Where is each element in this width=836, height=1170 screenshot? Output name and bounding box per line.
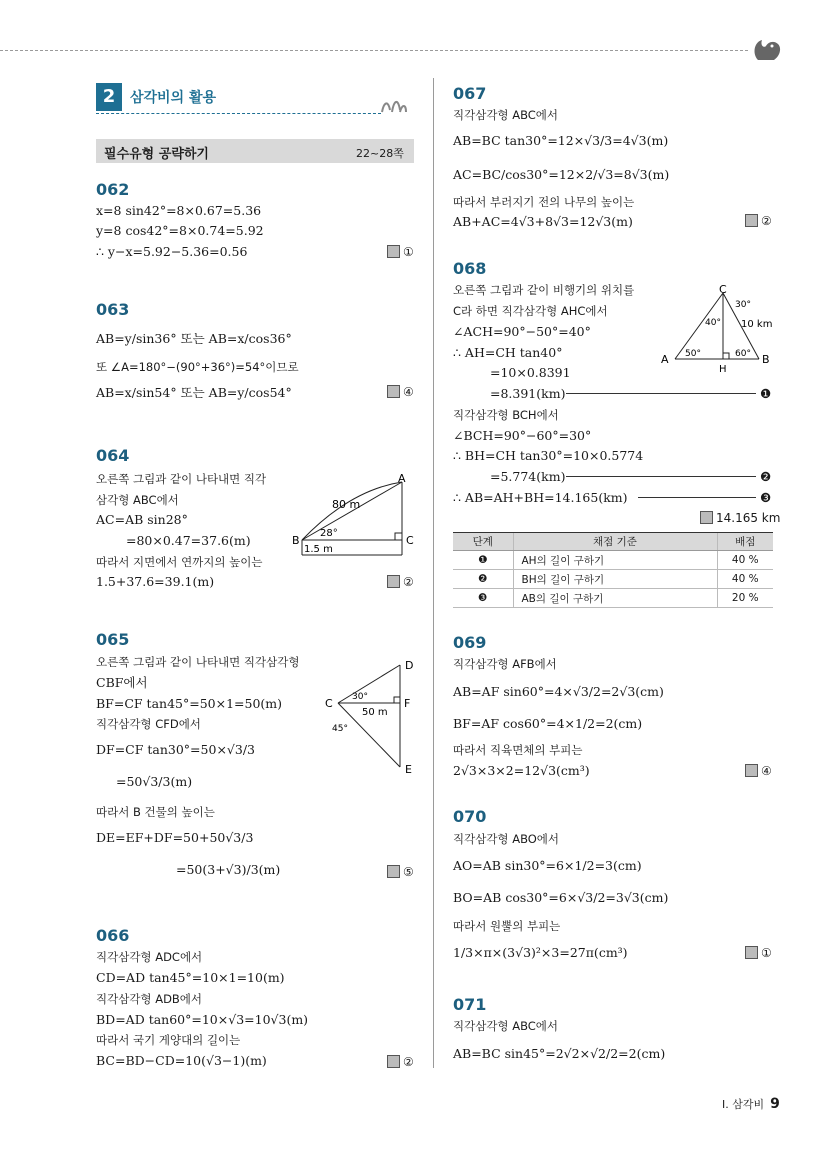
solution-line: =5.774(km) [490, 469, 566, 484]
building-figure [320, 655, 420, 780]
table-header: 단계 [453, 533, 513, 551]
vertex-label: A [398, 472, 406, 485]
vertex-label: C [406, 534, 414, 547]
answer-icon [387, 575, 400, 588]
section-number: 2 [96, 83, 122, 111]
solution-line: 직각삼각형 AFB에서 [453, 657, 557, 671]
answer-value: ② [403, 1055, 414, 1069]
solution-line: 직각삼각형 ADB에서 [96, 992, 203, 1006]
solution-line: CD=AD tan45°=10×1=10(m) [96, 970, 285, 985]
answer-value: ④ [761, 764, 772, 778]
solution-line: =10×0.8391 [490, 365, 571, 380]
leader-line [566, 393, 756, 394]
answer-mark [745, 214, 772, 228]
angle-label: 45° [332, 724, 348, 734]
answer-value: ⑤ [403, 865, 414, 879]
table-cell: 40 % [717, 551, 773, 570]
solution-line: 따라서 국기 게양대의 길이는 [96, 1033, 241, 1047]
solution-line: ∴ BH=CH tan30°=10×0.5774 [453, 448, 644, 463]
problem-number: 070 [453, 807, 487, 826]
problem-number: 066 [96, 926, 130, 945]
problem-number: 065 [96, 630, 130, 649]
answer-mark [387, 1055, 414, 1069]
solution-line: AO=AB sin30°=6×1/2=3(cm) [453, 858, 642, 873]
leaf-decoration-icon [378, 96, 408, 114]
problem-number: 071 [453, 995, 487, 1014]
angle-label: 28° [320, 528, 338, 539]
solution-line: 오른쪽 그림과 같이 비행기의 위치를 [453, 283, 635, 297]
table-cell: 20 % [717, 589, 773, 608]
right-angle-mark [723, 353, 729, 359]
table-cell: ❶ [453, 551, 513, 570]
solution-line: CBF에서 [96, 675, 148, 690]
vertex-label: A [661, 353, 669, 366]
solution-line: ∠ACH=90°−50°=40° [453, 324, 591, 339]
angle-label: 30° [735, 300, 751, 310]
solution-line: 직각삼각형 ABC에서 [453, 108, 559, 122]
vertex-label: C [325, 697, 333, 710]
length-label: 10 km [741, 319, 773, 330]
solution-line: AC=AB sin28° [96, 512, 188, 527]
step-marker: ❷ [760, 469, 772, 484]
subsection-pages: 22~28쪽 [356, 147, 404, 160]
step-marker: ❸ [760, 490, 772, 505]
hypotenuse [302, 482, 402, 540]
answer-mark [745, 764, 772, 778]
table-header: 채점 기준 [513, 533, 717, 551]
solution-line: x=8 sin42°=8×0.67=5.36 [96, 203, 262, 218]
problem-number: 063 [96, 300, 130, 319]
table-cell: ❸ [453, 589, 513, 608]
chapter-label: Ⅰ. 삼각비 [722, 1098, 765, 1111]
problem-number: 062 [96, 180, 130, 199]
solution-line: =80×0.47=37.6(m) [126, 533, 251, 548]
vertex-label: B [292, 534, 300, 547]
solution-line: BC=BD−CD=10(√3−1)(m) [96, 1053, 267, 1068]
page-footer [722, 1096, 780, 1112]
section-underline [96, 113, 381, 114]
solution-line: 직각삼각형 CFD에서 [96, 717, 201, 731]
answer-icon [745, 214, 758, 227]
problem-number: 067 [453, 84, 487, 103]
table-row [453, 570, 773, 589]
solution-line: 또 ∠A=180°−(90°+36°)=54°이므로 [96, 360, 299, 374]
solution-line: BO=AB cos30°=6×√3/2=3√3(cm) [453, 890, 669, 905]
solution-line: DE=EF+DF=50+50√3/3 [96, 830, 254, 845]
solution-line: AB=BC tan30°=12×√3/3=4√3(m) [453, 133, 669, 148]
problem-number: 068 [453, 259, 487, 278]
airplane-figure [655, 285, 780, 375]
answer-value: ② [761, 214, 772, 228]
length-label: 80 m [332, 498, 361, 511]
solution-line: ∴ AB=AH+BH=14.165(km) [453, 490, 628, 505]
vertex-label: H [719, 364, 727, 375]
table-row [453, 551, 773, 570]
solution-line: 삼각형 ABC에서 [96, 493, 179, 507]
solution-line: AB+AC=4√3+8√3=12√3(m) [453, 214, 633, 229]
solution-line: 직각삼각형 ABC에서 [453, 1019, 559, 1033]
sight-line-up [338, 665, 400, 703]
leader-line [638, 497, 756, 498]
angle-label: 30° [352, 692, 368, 702]
grading-table [453, 532, 773, 608]
solution-line: =50(3+√3)/3(m) [176, 862, 281, 877]
kite-figure [290, 470, 415, 560]
solution-line: y=8 cos42°=8×0.74=5.92 [96, 223, 264, 238]
answer-value: 14.165 km [716, 511, 781, 525]
answer-value: ① [761, 946, 772, 960]
solution-line: 직각삼각형 ABO에서 [453, 832, 560, 846]
answer-icon [387, 385, 400, 398]
answer-icon [387, 1055, 400, 1068]
problem-number: 069 [453, 633, 487, 652]
subsection-title: 필수유형 공략하기 [104, 147, 209, 162]
solution-line: AC=BC/cos30°=12×2/√3=8√3(m) [453, 167, 670, 182]
solution-line: =50√3/3(m) [116, 774, 193, 789]
squirrel-mascot-icon [750, 32, 784, 66]
solution-line: ∴ y−x=5.92−5.36=0.56 [96, 244, 248, 259]
vertex-label: B [762, 353, 770, 366]
column-divider [433, 78, 434, 1068]
answer-value: ② [403, 575, 414, 589]
step-marker: ❶ [760, 386, 772, 401]
section-title: 삼각비의 활용 [130, 90, 217, 106]
table-header-row [453, 533, 773, 551]
solution-line: BD=AD tan60°=10×√3=10√3(m) [96, 1012, 309, 1027]
vertex-label: F [404, 697, 411, 710]
solution-line: BF=CF tan45°=50×1=50(m) [96, 696, 283, 711]
solution-line: 따라서 지면에서 연까지의 높이는 [96, 555, 263, 569]
table-cell: AH의 길이 구하기 [513, 551, 717, 570]
solution-line: 따라서 직육면체의 부피는 [453, 743, 583, 757]
table-row [453, 589, 773, 608]
solution-line: 1/3×π×(3√3)²×3=27π(cm³) [453, 945, 628, 960]
solution-line: BF=AF cos60°=4×1/2=2(cm) [453, 716, 643, 731]
right-angle-mark [394, 697, 400, 703]
table-cell: BH의 길이 구하기 [513, 570, 717, 589]
answer-value: ④ [403, 385, 414, 399]
solution-line: AB=y/sin36° 또는 AB=x/cos36° [96, 331, 292, 346]
angle-label: 40° [705, 318, 721, 328]
answer-mark [700, 511, 780, 525]
top-dashed-rule [0, 50, 748, 51]
solution-line: 오른쪽 그림과 같이 나타내면 직각삼각형 [96, 655, 300, 669]
answer-icon [745, 764, 758, 777]
solution-line: 따라서 부러지기 전의 나무의 높이는 [453, 195, 635, 209]
height-label: 1.5 m [304, 544, 333, 555]
solution-line: ∠BCH=90°−60°=30° [453, 428, 592, 443]
page-number: 9 [770, 1096, 780, 1112]
solution-line: 직각삼각형 BCH에서 [453, 408, 559, 422]
solution-line: 따라서 원뿔의 부피는 [453, 919, 561, 933]
length-label: 50 m [362, 707, 388, 718]
right-angle-mark [395, 533, 402, 540]
angle-label: 50° [685, 349, 701, 359]
answer-mark [387, 385, 414, 399]
solution-line: 직각삼각형 ADC에서 [96, 950, 203, 964]
solution-line: ∴ AH=CH tan40° [453, 345, 563, 360]
vertex-label: D [405, 659, 414, 672]
answer-icon [387, 245, 400, 258]
answer-mark [387, 245, 414, 259]
answer-mark [387, 575, 414, 589]
table-cell: ❷ [453, 570, 513, 589]
answer-icon [745, 946, 758, 959]
answer-value: ① [403, 245, 414, 259]
table-header: 배점 [717, 533, 773, 551]
table-cell: AB의 길이 구하기 [513, 589, 717, 608]
answer-icon [387, 865, 400, 878]
solution-line: C라 하면 직각삼각형 AHC에서 [453, 304, 608, 318]
solution-line: AB=x/sin54° 또는 AB=y/cos54° [96, 385, 292, 400]
solution-line: DF=CF tan30°=50×√3/3 [96, 742, 255, 757]
problem-number: 064 [96, 446, 130, 465]
angle-label: 60° [735, 349, 751, 359]
solution-line: 1.5+37.6=39.1(m) [96, 574, 215, 589]
answer-mark [745, 946, 772, 960]
solution-line: 오른쪽 그림과 같이 나타내면 직각 [96, 472, 267, 486]
vertex-label: C [719, 285, 727, 296]
solution-line: =8.391(km) [490, 386, 566, 401]
answer-icon [700, 511, 713, 524]
solution-line: AB=AF sin60°=4×√3/2=2√3(cm) [453, 684, 664, 699]
vertex-label: E [405, 763, 412, 776]
solution-line: AB=BC sin45°=2√2×√2/2=2(cm) [453, 1046, 666, 1061]
answer-mark [387, 865, 414, 879]
leader-line [566, 476, 756, 477]
solution-line: 2√3×3×2=12√3(cm³) [453, 763, 590, 778]
table-cell: 40 % [717, 570, 773, 589]
solution-line: 따라서 B 건물의 높이는 [96, 805, 215, 819]
